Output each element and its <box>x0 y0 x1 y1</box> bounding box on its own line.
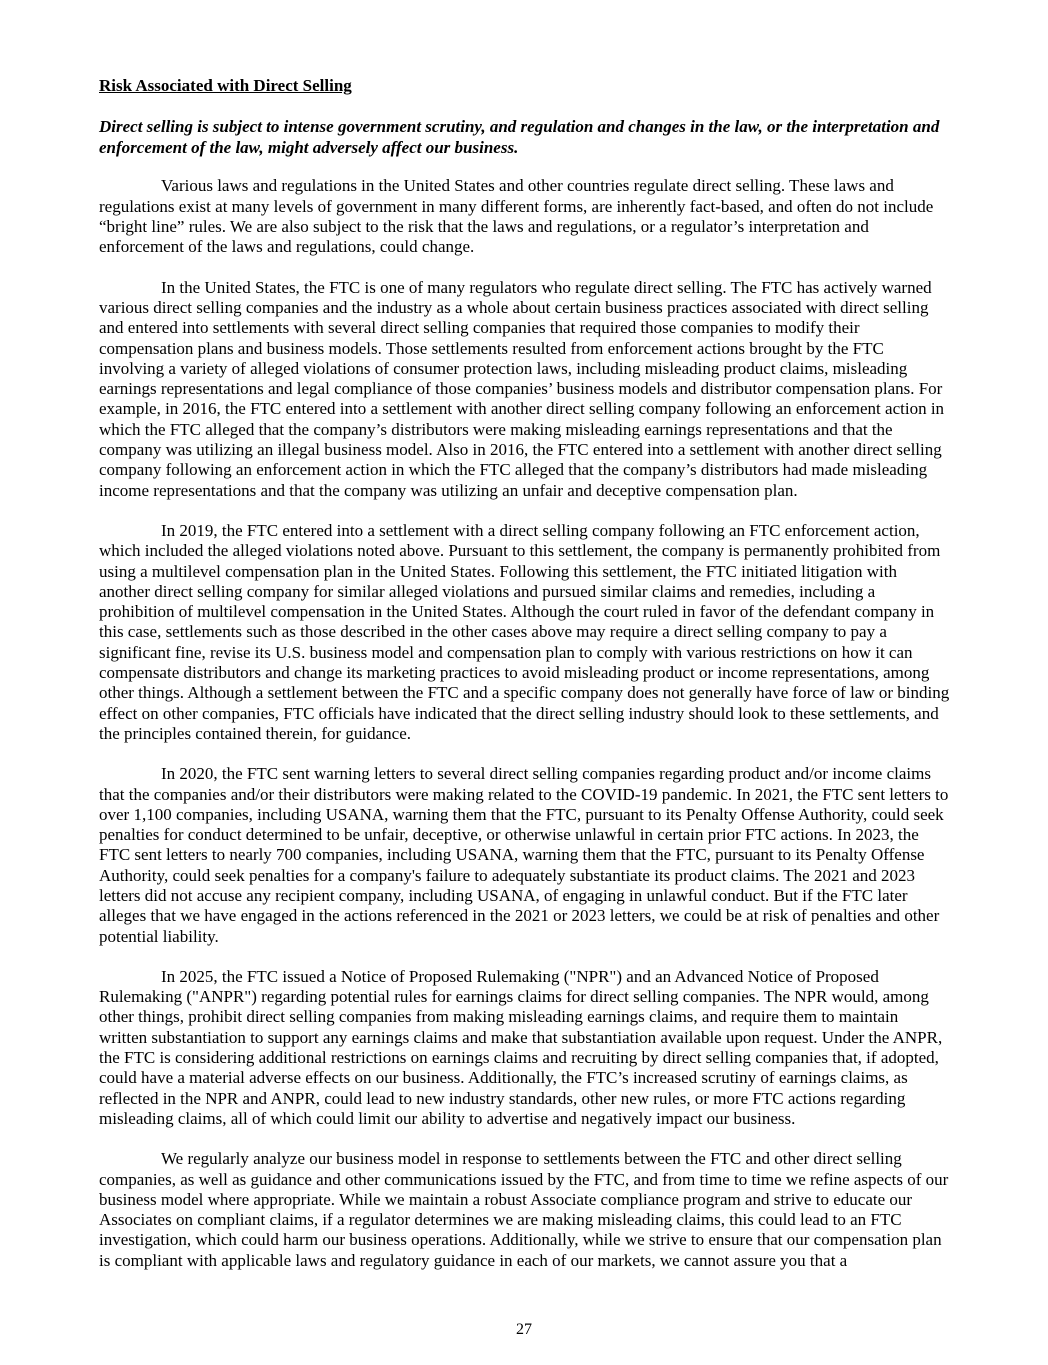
risk-factor-subheading: Direct selling is subject to intense government scrutiny, and regulation and changes in the law, or the interpretation and enforcement of the law, might adversely affect our business. <box>99 117 940 157</box>
page-number: 27 <box>516 1321 532 1338</box>
paragraph-business-model-analysis: We regularly analyze our business model in response to settlements between the FTC and other direct selling companies, as well as guidance and other communications issued by the FTC, and from time to time we refine aspects of our business model where appropriate. While we maintain a robust Associate compliance program and strive to educate our Associates on compliant claims, if a regulator determines we are making misleading claims, this could lead to an FTC investigation, which could harm our business operations. Additionally, while we strive to ensure that our compensation plan is compliant with applicable laws and regulatory guidance in each of our markets, we cannot assure you that a <box>99 1149 949 1270</box>
section-heading: Risk Associated with Direct Selling <box>99 76 352 95</box>
paragraph-ftc-rulemaking-2025: In 2025, the FTC issued a Notice of Proposed Rulemaking ("NPR") and an Advanced Notice of Proposed Rulemaking ("ANPR") regarding potential rules for earnings claims for direct selling companies. The NPR would, among other things, prohibit direct selling companies from making misleading earnings claims, and require them to maintain written substantiation to support any earnings claims and make that substantiation available upon request. Under the ANPR, the FTC is considering additional restrictions on earnings claims and recruiting by direct selling companies that, if adopted, could have a material adverse effects on our business. Additionally, the FTC’s increased scrutiny of earnings claims, as reflected in the NPR and ANPR, could lead to new industry standards, other new rules, or more FTC actions regarding misleading claims, all of which could limit our ability to advertise and negatively impact our business. <box>99 966 943 1128</box>
page-content <box>99 76 950 1291</box>
paragraph-ftc-settlement-2019: In 2019, the FTC entered into a settlement with a direct selling company following an FTC enforcement action, which included the alleged violations noted above. Pursuant to this settlement, the company is permanently prohibited from using a multilevel compensation plan in the United States. Following this settlement, the FTC initiated litigation with another direct selling company for similar alleged violations and pursued similar claims and remedies, including a prohibition of multilevel compensation in the United States. Although the court ruled in favor of the defendant company in this case, settlements such as those described in the other cases above may require a direct selling company to pay a significant fine, revise its U.S. business model and compensation plan to comply with various restrictions on how it can compensate distributors and change its marketing practices to avoid misleading product or income representations, among other things. Although a settlement between the FTC and a specific company does not generally have force of law or binding effect on other companies, FTC officials have indicated that the direct selling industry should look to these settlements, and the principles contained therein, for guidance. <box>99 520 950 743</box>
paragraph-ftc-warning-letters: In 2020, the FTC sent warning letters to several direct selling companies regarding product and/or income claims that the companies and/or their distributors were making related to the COVID-19 pandemic. In 2021, the FTC sent letters to over 1,100 companies, including USANA, warning them that the FTC, pursuant to its Penalty Offense Authority, could seek penalties for conduct determined to be unfair, deceptive, or otherwise unlawful in certain prior FTC actions. In 2023, the FTC sent letters to nearly 700 companies, including USANA, warning them that the FTC, pursuant to its Penalty Offense Authority, could seek penalties for a company's failure to adequately substantiate its product claims. The 2021 and 2023 letters did not accuse any recipient company, including USANA, of engaging in unlawful conduct. But if the FTC later alleges that we have engaged in the actions referenced in the 2021 or 2023 letters, we could be at risk of penalties and other potential liability. <box>99 764 949 946</box>
paragraph-ftc-settlements-2016: In the United States, the FTC is one of many regulators who regulate direct selling. The FTC has actively warned various direct selling companies and the industry as a whole about certain business practices associated with direct selling and entered into settlements with several direct selling companies that required those companies to modify their compensation plans and business models. Those settlements resulted from enforcement actions brought by the FTC involving a variety of alleged violations of consumer protection laws, including misleading product claims, misleading earnings representations and legal compliance of those companies’ business models and distributor compensation plans. For example, in 2016, the FTC entered into a settlement with another direct selling company following an enforcement action in which the FTC alleged that the company’s distributors were making misleading earnings representations and that the company was utilizing an illegal business model. Also in 2016, the FTC entered into a settlement with another direct selling company following an enforcement action in which the FTC alleged that the company’s distributors had made misleading income representations and that the company was utilizing an unfair and deceptive compensation plan. <box>99 277 945 500</box>
paragraph-laws-and-regulations: Various laws and regulations in the United States and other countries regulate direct selling. These laws and regulations exist at many levels of government in many different forms, are inherently fact-based, and often do not include “bright line” rules. We are also subject to the risk that the laws and regulations, or a regulator’s interpretation and enforcement of the laws and regulations, could change. <box>99 176 934 257</box>
